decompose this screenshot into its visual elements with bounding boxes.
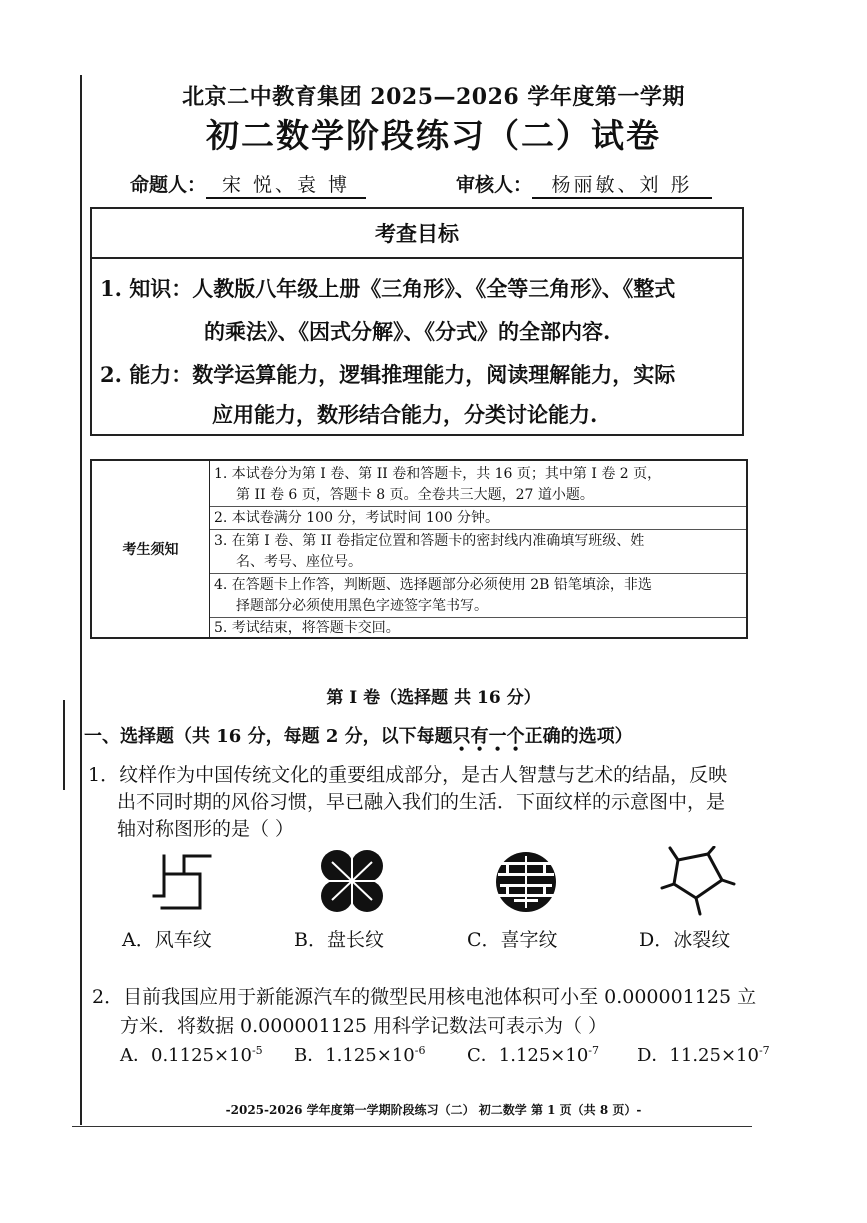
author-names: 宋 悦、袁 博 xyxy=(206,170,366,199)
emphasis-char: 有 xyxy=(470,726,489,747)
reviewer-label: 审核人： xyxy=(456,174,533,196)
goal-line-4: 应用能力，数形结合能力，分类讨论能力. xyxy=(212,402,598,427)
left-margin-mark xyxy=(63,700,65,790)
q1-option-c: C．喜字纹 xyxy=(467,929,558,951)
question-1-line: 轴对称图形的是（ ） xyxy=(117,818,295,840)
emphasis-char: 个 xyxy=(506,726,525,747)
q2-option-a: A．$0.1125\times 10^{-5}$ xyxy=(120,1044,263,1066)
notice-line: 择题部分必须使用黑色字迹签字笔书写。 xyxy=(236,598,488,614)
emphasis-char: 只 xyxy=(452,726,471,747)
section-title: 第 I 卷（选择题 共 16 分） xyxy=(326,688,541,708)
author-label: 命题人： xyxy=(130,174,207,196)
reviewer-names: 杨丽敏、刘 彤 xyxy=(532,170,712,199)
school-term-line: 北京二中教育集团 2025—2026 学年度第一学期 xyxy=(182,84,685,110)
q1-option-b: B．盘长纹 xyxy=(294,929,384,951)
double-happiness-pattern-icon xyxy=(494,850,558,914)
footer-rule xyxy=(72,1126,752,1127)
goals-title: 考查目标 xyxy=(92,209,742,259)
question-2-line: 方米．将数据 0.000001125 用科学记数法可表示为（ ） xyxy=(120,1015,608,1037)
goal-line-3: 2. 能力：数学运算能力，逻辑推理能力，阅读理解能力，实际 xyxy=(100,362,676,387)
exam-goals-box xyxy=(90,207,744,436)
notice-label: 考生须知 xyxy=(92,461,210,637)
left-margin-line xyxy=(80,75,82,1125)
reviewer-line xyxy=(456,170,712,199)
notice-line: 2. 本试卷满分 100 分，考试时间 100 分钟。 xyxy=(214,510,500,526)
ice-crack-pattern-icon xyxy=(660,846,736,916)
author-line xyxy=(130,170,366,199)
notice-line: 第 II 卷 6 页，答题卡 8 页。全卷共三大题，27 道小题。 xyxy=(236,487,594,503)
section-heading: 一、选择题（共 16 分，每题 2 分，以下每题只有一个正确的选项） xyxy=(84,726,633,747)
pinwheel-pattern-icon xyxy=(150,852,216,912)
goal-line-2: 的乘法》、《因式分解》、《分式》的全部内容. xyxy=(204,319,611,344)
q2-option-d: D．$11.25\times 10^{-7}$ xyxy=(637,1044,770,1066)
exam-title: 初二数学阶段练习（二）试卷 xyxy=(206,116,661,155)
exam-notice-box xyxy=(90,459,748,639)
goal-line-1: 1. 知识：人教版八年级上册《三角形》、《全等三角形》、《整式 xyxy=(100,276,676,301)
q1-option-a: A．风车纹 xyxy=(122,929,212,951)
question-1-line: 1．纹样作为中国传统文化的重要组成部分，是古人智慧与艺术的结晶，反映 xyxy=(88,764,728,786)
q2-option-c: C．$1.125\times 10^{-7}$ xyxy=(467,1044,600,1066)
q1-option-d: D．冰裂纹 xyxy=(639,929,731,951)
panchang-knot-pattern-icon xyxy=(318,848,386,914)
notice-line: 名、考号、座位号。 xyxy=(236,554,362,570)
question-1-line: 出不同时期的风俗习惯，早已融入我们的生活．下面纹样的示意图中，是 xyxy=(117,791,726,813)
notice-line: 4. 在答题卡上作答，判断题、选择题部分必须使用 2B 铅笔填涂，非选 xyxy=(214,577,652,593)
notice-line: 1. 本试卷分为第 I 卷、第 II 卷和答题卡，共 16 页；其中第 I 卷 2 页， xyxy=(214,466,662,482)
page-footer: -2025-2026 学年度第一学期阶段练习（二） 初二数学 第 1 页（共 8 页）- xyxy=(225,1103,642,1117)
q2-option-b: B．$1.125\times 10^{-6}$ xyxy=(294,1044,426,1066)
notice-line: 3. 在第 I 卷、第 II 卷指定位置和答题卡的密封线内准确填写班级、姓 xyxy=(214,533,645,549)
question-2-line: 2．目前我国应用于新能源汽车的微型民用核电池体积可小至 0.000001125 立 xyxy=(92,986,757,1008)
notice-line: 5. 考试结束，将答题卡交回。 xyxy=(214,620,400,636)
emphasis-char: 一 xyxy=(488,726,507,747)
